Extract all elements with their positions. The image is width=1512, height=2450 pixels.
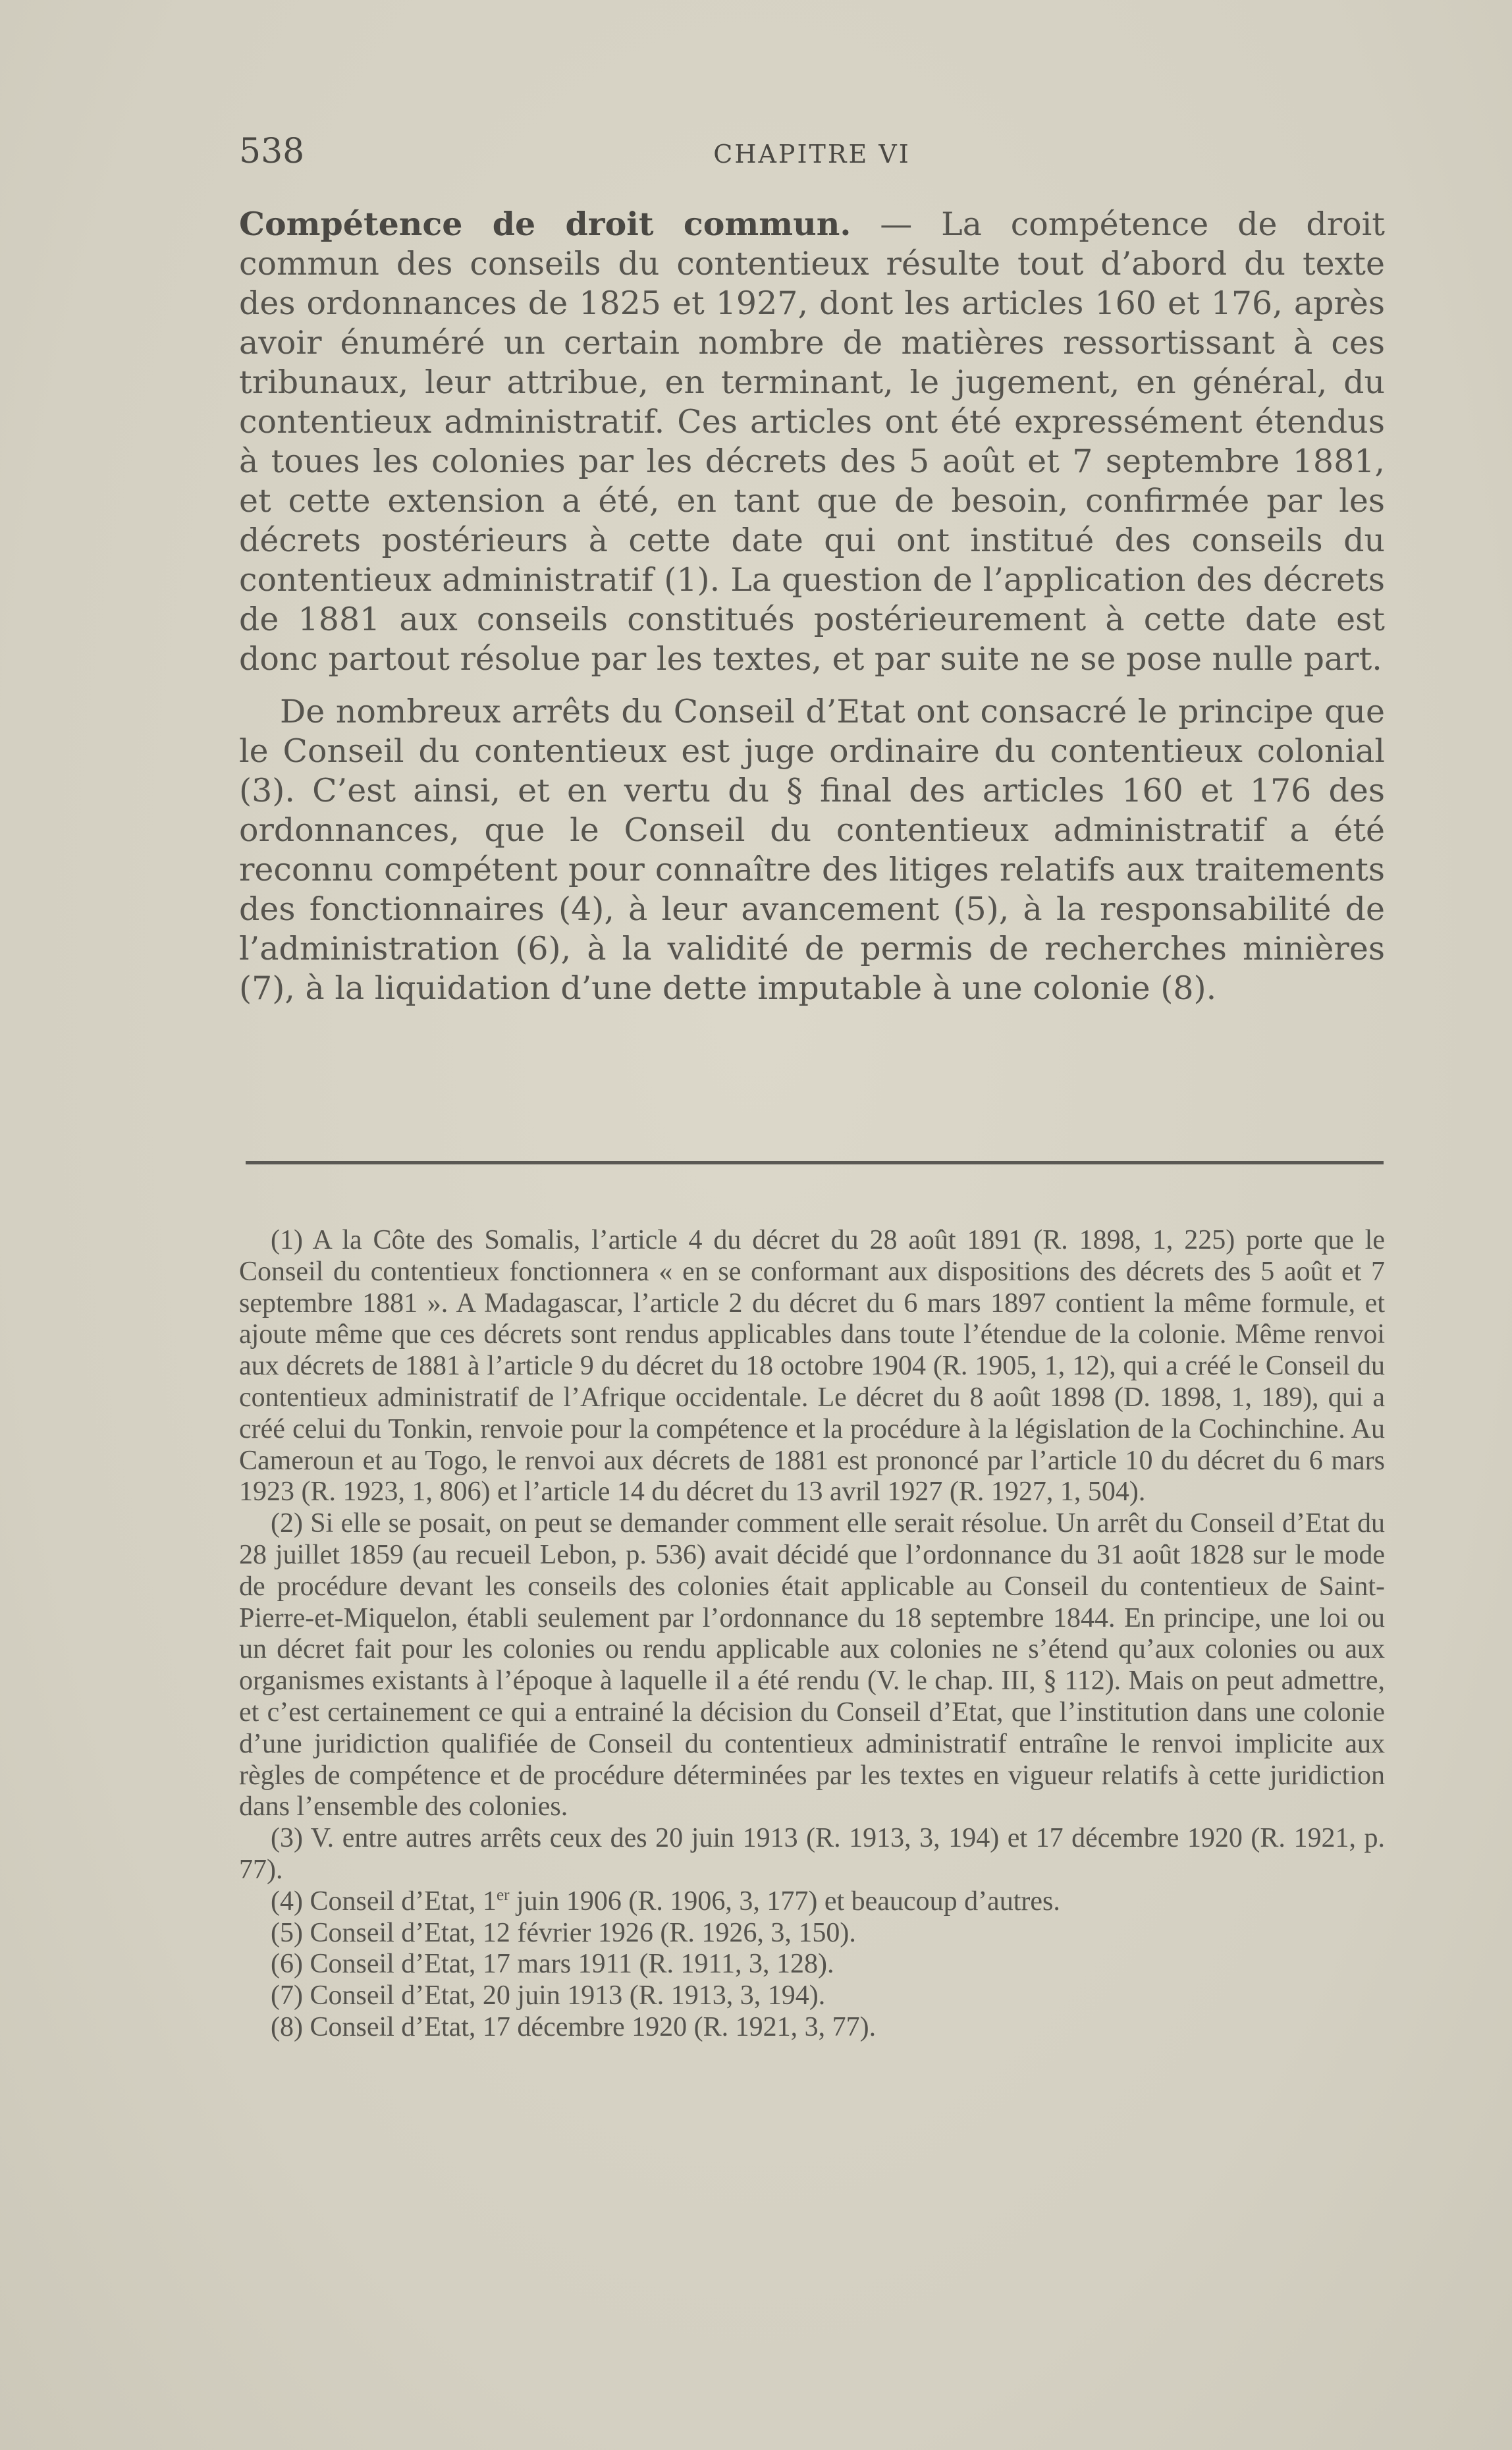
footnote-4-text-b: juin 1906 (R. 1906, 3, 177) et beaucoup d’autres. [509,1886,1060,1917]
page-header [239,132,1385,178]
section-heading: Compétence de droit commun. [239,205,851,243]
footnote-1: (1) A la Côte des Somalis, l’article 4 du décret du 28 août 1891 (R. 1898, 1, 225) porte que le Conseil du contentieux fonctionnera « en se conformant aux dispositions des décrets des 5 août et 7 septembre 1881 ». A Madagascar, l’article 2 du décret du 6 mars 1897 contient la même formule, et ajoute même que ces décrets sont rendus applicables dans toute l’étendue de la colonie. Même renvoi aux décrets de 1881 à l’article 9 du décret du 18 octobre 1904 (R. 1905, 1, 12), qui a créé le Conseil du contentieux administratif de l’Afrique occidentale. Le décret du 8 août 1898 (D. 1898, 1, 189), qui a créé celui du Tonkin, renvoie pour la compétence et la procédure à la législation de la Cochinchine. Au Cameroun et au Togo, le renvoi aux décrets de 1881 est prononcé par l’article 10 du décret du 6 mars 1923 (R. 1923, 1, 806) et l’article 14 du décret du 13 avril 1927 (R. 1927, 1, 504). [239,1225,1385,1508]
footnote-4-text-a: (4) Conseil d’Etat, 1 [271,1886,497,1917]
footnote-3: (3) V. entre autres arrêts ceux des 20 juin 1913 (R. 1913, 3, 194) et 17 décembre 1920 (R. 1921, p. 77). [239,1823,1385,1885]
footnote-6: (6) Conseil d’Etat, 17 mars 1911 (R. 1911, 3, 128). [271,1949,834,1980]
footnote-5: (5) Conseil d’Etat, 12 février 1926 (R. 1926, 3, 150). [271,1917,856,1948]
footnotes [239,1225,1385,2044]
footnote-2: (2) Si elle se posait, on peut se demander comment elle serait résolue. Un arrêt du Conseil d’Etat du 28 juillet 1859 (au recueil Lebon, p. 536) avait décidé que l’ordonnance du 31 août 1828 sur le mode de procédure devant les conseils des colonies était applicable au Conseil du contentieux de Saint-Pierre-et-Miquelon, établi seulement par l’ordonnance du 18 septembre 1844. En principe, une loi ou un décret fait pour les colonies ou rendu applicable aux colonies ne s’étend qu’aux colonies ou aux organismes existants à l’époque à laquelle il a été rendu (V. le chap. III, § 112). Mais on peut admettre, et c’est certainement ce qui a entrainé la décision du Conseil d’Etat, que l’institution dans une colonie d’une juridiction qualifiée de Conseil du contentieux administratif entraîne le renvoi implicite aux règles de compétence et de procédure déterminées par les textes en vigueur relatifs à cette juridiction dans l’ensemble des colonies. [239,1508,1385,1822]
page-number: 538 [239,132,305,171]
footnote-4-superscript: er [496,1886,510,1904]
footnote-divider [246,1161,1384,1164]
footnote-4 [239,1886,1385,1918]
running-title: CHAPITRE VI [713,140,911,169]
paragraph-1-text: — La compétence de droit commun des conseils du contentieux résulte tout d’abord du texte des ordonnances de 1825 et 1927, dont les articles 160 et 176, après avoir énuméré un certain nombre de matières ressortissant à ces tribunaux, leur attribue, en terminant, le jugement, en général, du contentieux administratif. Ces articles ont été expressément étendus à toues les colonies par les décrets des 5 août et 7 septembre 1881, et cette extension a été, en tant que de besoin, confirmée par les décrets postérieurs à cette date qui ont institué des conseils du contentieux administratif (1). La question de l’application des décrets de 1881 aux conseils constitués postérieurement à cette date est donc partout résolue par les textes, et par suite ne se pose nulle part. [239,205,1386,678]
main-text [239,204,1385,1008]
footnote-8: (8) Conseil d’Etat, 17 décembre 1920 (R. 1921, 3, 77). [271,2011,877,2042]
paragraph-1 [239,204,1385,679]
paragraph-2: De nombreux arrêts du Conseil d’Etat ont consacré le principe que le Conseil du contentieux est juge ordinaire du contentieux colonial (3). C’est ainsi, et en vertu du § final des articles 160 et 176 des ordonnances, que le Conseil du contentieux administratif a été reconnu compétent pour connaître des litiges relatifs aux traitements des fonctionnaires (4), à leur avancement (5), à la responsabilité de l’administration (6), à la validité de permis de recherches minières (7), à la liquidation d’une dette imputable à une colonie (8). [239,693,1385,1007]
footnote-7: (7) Conseil d’Etat, 20 juin 1913 (R. 1913, 3, 194). [271,1980,826,2011]
